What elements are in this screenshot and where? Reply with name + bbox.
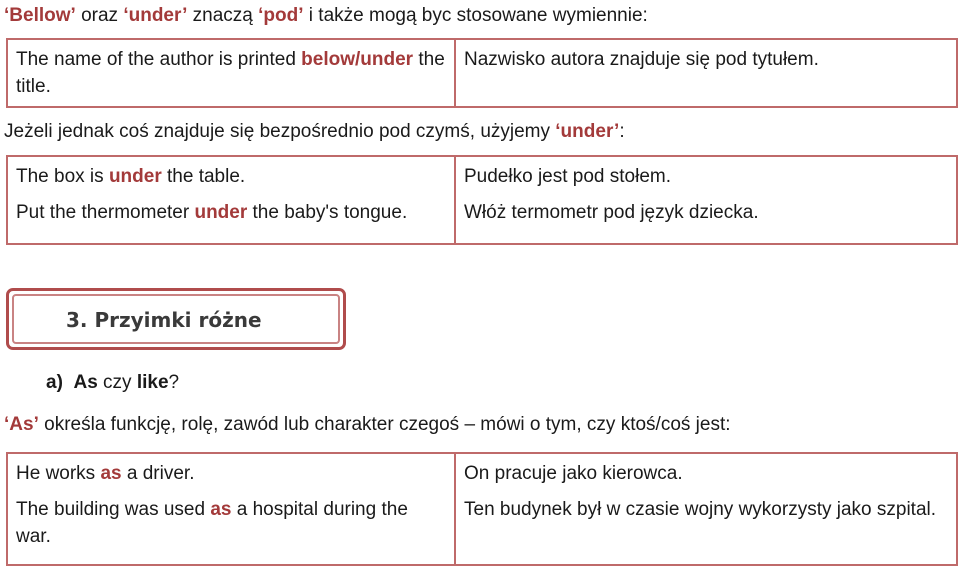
polish-translation: Pudełko jest pod stołem. [464,166,672,187]
intro-text: Jeżeli jednak coś znajduje się bezpośrednio pod czymś, użyjemy [4,121,556,142]
keyword-as: As [73,372,98,393]
polish-translation: On pracuje jako kierowca. [464,463,683,484]
intro-text: określa funkcję, rolę, zawód lub charakter czegoś – mówi o tym, czy ktoś/coś jest: [38,414,731,435]
english-example: The name of the author is printed below/under the title. [16,49,445,97]
english-examples-cell [7,156,455,244]
keyword-as: as [100,463,122,484]
example-table-under [6,155,958,245]
keyword-under: under [194,202,248,223]
english-example: The building was used as a hospital during the war. [16,499,408,547]
table-row [7,39,957,107]
keyword-under: under [108,166,162,187]
polish-translation: Ten budynek był w czasie wojny wykorzysty jako szpital. [464,499,937,520]
intro-text: znaczą [187,5,259,26]
table-row [7,156,957,244]
intro-text: : [619,121,625,142]
english-example: He works as a driver. [16,463,195,484]
intro-bellow-under [4,5,648,27]
keyword-below-under: below/under [301,49,414,70]
english-examples-cell [7,453,455,565]
subsection-as-or-like: a) As czy like? [46,372,180,393]
keyword-under: ‘under’ [555,121,620,142]
intro-text: i także mogą byc stosowane wymiennie: [303,5,648,26]
english-example: The box is under the table. [16,166,246,187]
english-example: Put the thermometer under the baby's tongue. [16,202,408,223]
section-heading: 3. Przyimki różne [12,294,340,344]
english-example-cell [7,39,455,107]
example-table-below-under [6,38,958,108]
table-row [7,453,957,565]
keyword-like: like [136,372,169,393]
polish-translations-cell [455,156,957,244]
subsection-marker: a) [46,372,63,393]
section-heading-frame [6,288,346,350]
keyword-pod: ‘pod’ [258,5,304,26]
intro-text: oraz [75,5,124,26]
keyword-bellow: ‘Bellow’ [4,5,76,26]
intro-under-directly [4,121,625,143]
polish-translation-cell [455,39,957,107]
keyword-under: ‘under’ [123,5,188,26]
example-table-as [6,452,958,566]
polish-translation: Nazwisko autora znajduje się pod tytułem. [464,49,819,70]
keyword-as: as [210,499,232,520]
keyword-as: ‘As’ [4,414,39,435]
intro-as-meaning [4,414,731,436]
polish-translation: Włóż termometr pod język dziecka. [464,202,759,223]
polish-translations-cell [455,453,957,565]
